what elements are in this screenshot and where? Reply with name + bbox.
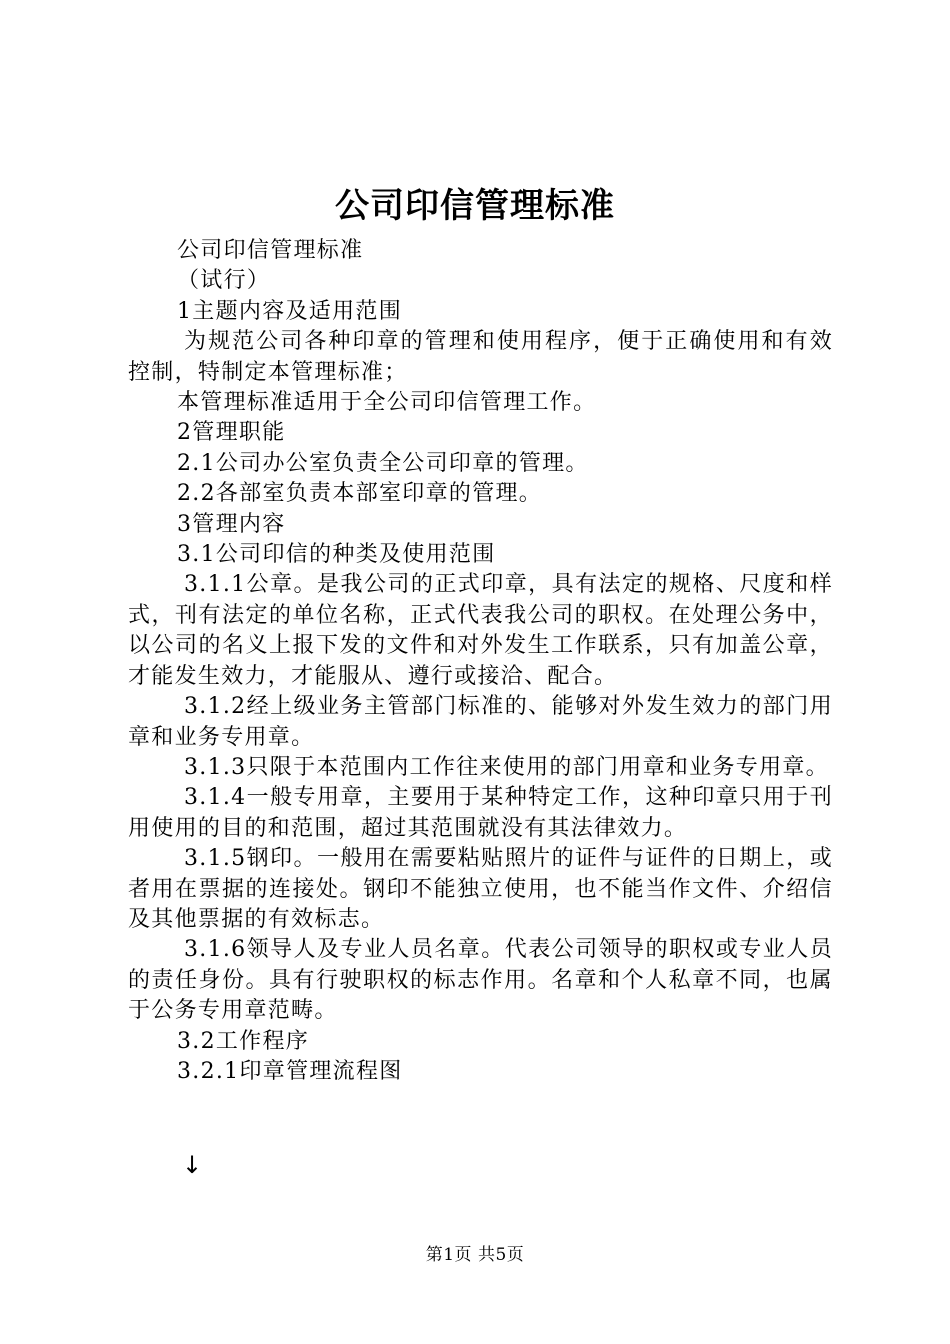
page-footer: 第1页 共5页 (425, 1245, 525, 1265)
paragraph: 3.2.1印章管理流程图 (177, 1058, 403, 1084)
paragraph: 为规范公司各种印章的管理和使用程序，便于正确使用和有效控制，特制定本管理标准； (128, 329, 833, 385)
paragraph: 3.1.2经上级业务主管部门标准的、能够对外发生效力的部门用章和业务专用章。 (128, 694, 833, 750)
paragraph: 3.1.1公章。是我公司的正式印章，具有法定的规格、尺度和样式，刊有法定的单位名称，正式代表我公司的职权。在处理公务中，以公司的名义上报下发的文件和对外发生工作联系，只有加盖公章，才能发生效力，才能服从、遵行或接洽、配合。 (128, 572, 833, 689)
section-heading: 2管理职能 (177, 420, 286, 446)
paragraph: 2.1公司办公室负责全公司印章的管理。 (177, 450, 589, 476)
paragraph: 3.1.4一般专用章，主要用于某种特定工作，这种印章只用于刊用使用的目的和范围，超过其范围就没有其法律效力。 (128, 785, 833, 841)
paragraph: 3.1.5钢印。一般用在需要粘贴照片的证件与证件的日期上，或者用在票据的连接处。钢印不能独立使用，也不能当作文件、介绍信及其他票据的有效标志。 (128, 846, 833, 932)
subsection-heading: 3.2工作程序 (177, 1028, 310, 1054)
paragraph: 3.1.3只限于本范围内工作往来使用的部门用章和业务专用章。 (184, 754, 829, 780)
document-body (128, 236, 833, 1087)
document-title: 公司印信管理标准 (335, 186, 615, 226)
down-arrow-icon: ↓ (182, 1151, 203, 1179)
subsection-heading: 3.1公司印信的种类及使用范围 (177, 542, 496, 568)
paragraph: 3.1.6领导人及专业人员名章。代表公司领导的职权或专业人员的责任身份。具有行驶职权的标志作用。名章和个人私章不同，也属于公务专用章范畴。 (128, 937, 833, 1024)
paragraph: 公司印信管理标准 (177, 238, 364, 263)
paragraph: （试行） (177, 268, 271, 294)
section-heading: 3管理内容 (177, 511, 286, 537)
paragraph: 本管理标准适用于全公司印信管理工作。 (177, 390, 597, 416)
section-heading: 1主题内容及适用范围 (177, 298, 402, 324)
paragraph: 2.2各部室负责本部室印章的管理。 (177, 481, 543, 507)
